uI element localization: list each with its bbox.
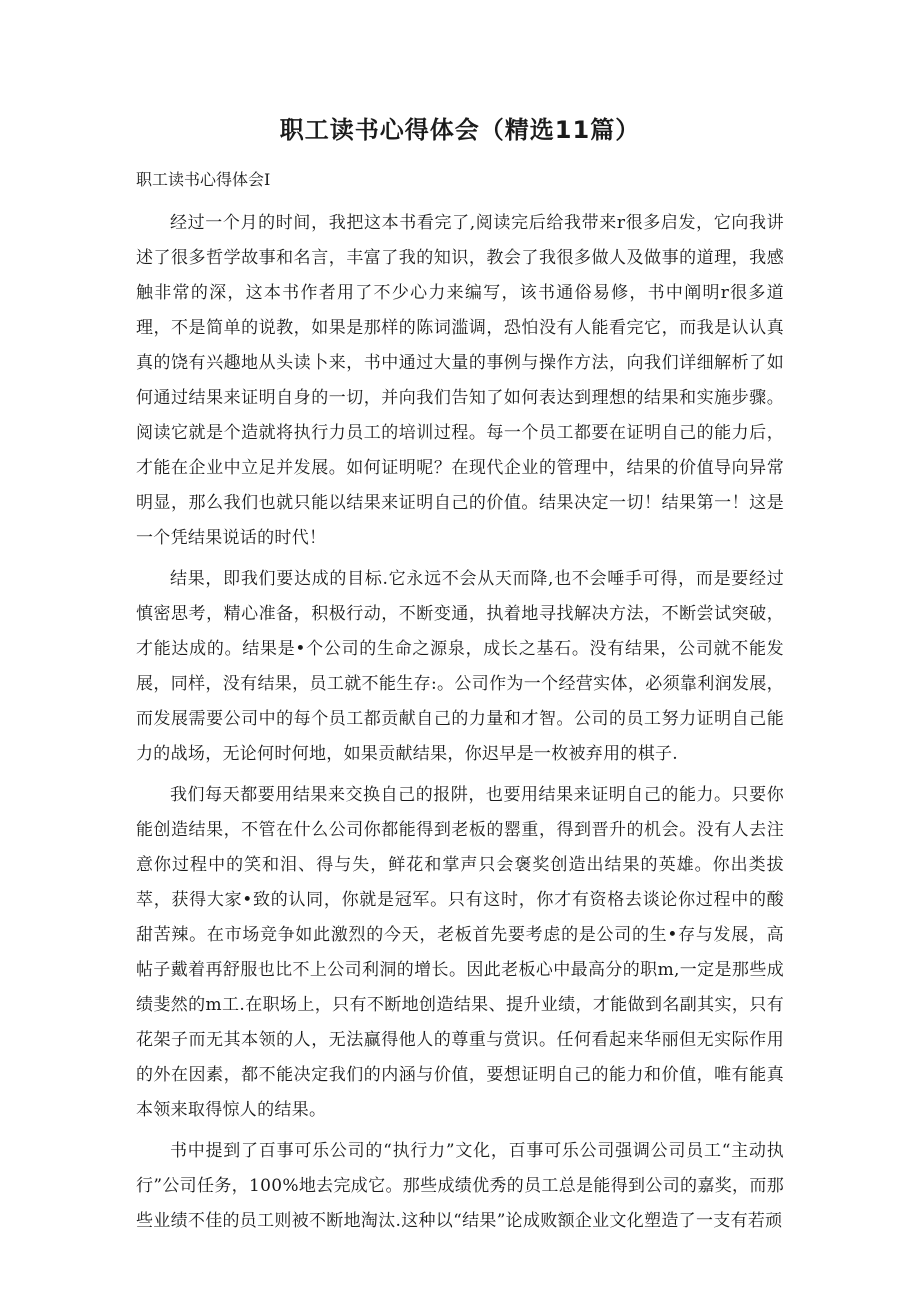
document-title: 职工读书心得体会（精选11篇）	[279, 116, 641, 144]
paragraph-4: 书中提到了百事可乐公司的“执行力”文化，百事可乐公司强调公司员工“主动执行”公司任务，100%地去完成它。那些成绩优秀的员工总是能得到公司的嘉奖，而那些业绩不佳的员工则被不断地淘汰.这种以“结果”论成败额企业文化塑造了一支有若顽	[136, 1141, 784, 1231]
paragraph-3: 我们每天都要用结果来交换自己的报阱，也要用结果来证明自己的能力。只要你能创造结果，不管在什么公司你都能得到老板的罂重，得到晋升的机会。没有人去注意你过程中的笑和泪、得与失，鲜花和掌声只会褒奖创造出结果的英雄。你出类拔萃，获得大家•致的认同，你就是冠军。只有这时，你才有资格去谈论你过程中的酸甜苦辣。在市场竞争如此激烈的今天，老板首先要考虑的是公司的生•存与发展，高帖子戴着再舒服也比不上公司利洞的增长。因此老板心中最高分的职m,一定是那些成绩斐然的m工.在职场上，只有不断地创造结果、提升业绩，才能做到名副其实，只有花架子而无其本领的人，无法赢得他人的尊重与赏识。任何看起来华丽但无实际作用的外在因素，都不能决定我们的内涵与价值，要想证明自己的能力和价值，唯有能真本领来取得惊人的结果。	[136, 785, 784, 1120]
document-subtitle: 职工读书心得体会I	[136, 170, 271, 189]
paragraph-1: 经过一个月的时间，我把这本书看完了,阅读完后给我带来r很多启发，它向我讲述了很多哲学故事和名言，丰富了我的知识，教会了我很多做人及做事的道理，我感触非常的深，这本书作者用了不少心力来编写，该书通俗易修，书中阐明r很多道理，不是简单的说教，如果是那样的陈词滥调，恐怕没有人能看完它，而我是认认真真的饶有兴趣地从头读卜来，书中通过大量的事例与操作方法，向我们详细解析了如何通过结果来证明自身的一切，并向我们告知了如何表达到理想的结果和实施步骤。阅读它就是个造就将执行力员工的培训过程。每一个员工都要在证明自己的能力后，才能在企业中立足并发展。如何证明呢？在现代企业的管理中，结果的价值导向异常明显，那么我们也就只能以结果来证明自己的价值。结果决定一切！结果第一！这是一个凭结果说话的时代！	[136, 213, 784, 548]
paragraph-2: 结果，即我们要达成的目标.它永远不会从天而降,也不会唾手可得，而是要经过慎密思考，精心准备，积极行动，不断变通，执着地寻找解决方法，不断尝试突破，才能达成的。结果是•个公司的生命之源泉，成长之基石。没有结果，公司就不能发展，同样，没有结果，员工就不能生存:。公司作为一个经营实体，必须靠利润发展，而发展需要公司中的每个员工都贡献自己的力量和才智。公司的员工努力证明自己能力的战场，无论何时何地，如果贡献结果，你迟早是一枚被弃用的棋子.	[136, 569, 784, 764]
